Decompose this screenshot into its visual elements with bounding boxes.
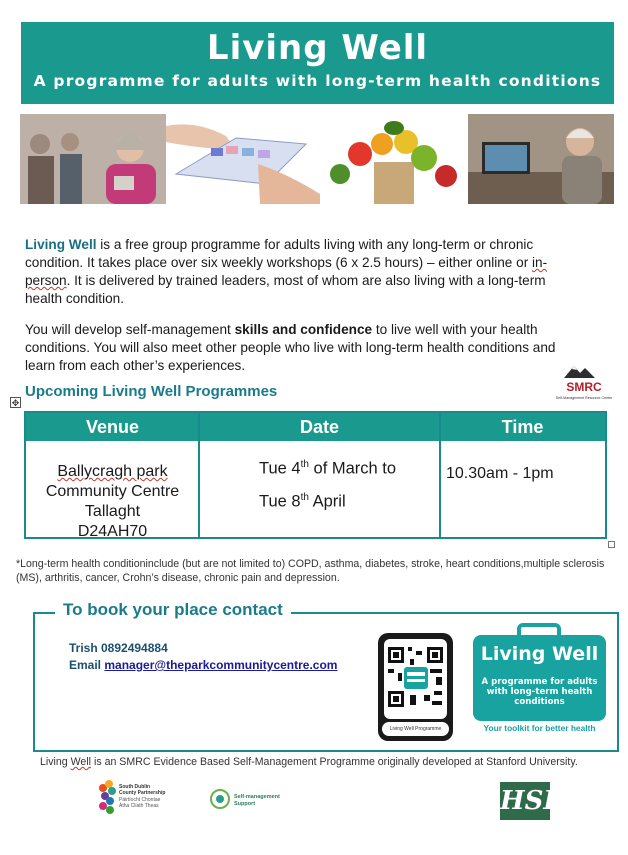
- skills-highlight: skills and confidence: [234, 322, 373, 337]
- qr-label: Living Well Programme: [382, 722, 449, 736]
- photo-group-session: [20, 114, 166, 204]
- venue-line-1: Ballycragh park: [57, 463, 168, 480]
- skills-text-a: You will develop self-management: [25, 322, 235, 337]
- intro-text-c: . It is delivered by trained leaders, most of whom are also living with a long-term health condition.: [25, 273, 546, 306]
- living-well-logo: [473, 623, 606, 735]
- contact-phone: Trish 0892494884: [69, 641, 168, 655]
- hse-logo: [500, 782, 564, 820]
- date-line-2: [259, 488, 346, 512]
- smrc-logo: [555, 364, 613, 402]
- hse-logo-mark: HSE: [500, 786, 564, 816]
- skills-text-c: to live well with your health conditions. You will also meet other people who live with long-term health conditions and learn from each other’s experiences.: [25, 322, 556, 373]
- intro-text-a: is a free group programme for adults living with any long-term or chronic condition. It takes place over six weekly workshops (6 x 2.5 hours) – either online or: [25, 237, 534, 270]
- sms-line-1: Self-management: [234, 794, 280, 800]
- skills-paragraph: [25, 321, 585, 375]
- contact-title: To book your place contact: [55, 600, 291, 620]
- time-cell: 10.30am - 1pm: [446, 465, 554, 482]
- credit-line: [40, 756, 578, 768]
- photo-fruit-veg: [320, 114, 468, 204]
- column-header-date: Date: [299, 417, 339, 437]
- programmes-heading: Upcoming Living Well Programmes: [25, 383, 278, 400]
- footnote: *Long-term health conditioninclude (but are not limited to) COPD, asthma, diabetes, stroke, heart conditions,multiple sclerosis (MS), arthritis, cancer, Crohn’s disease, chronic pain and depression.: [16, 558, 605, 584]
- contact-email-line: [69, 658, 337, 672]
- table-resize-handle[interactable]: [608, 541, 615, 548]
- table-divider: [439, 413, 441, 537]
- table-move-handle-icon[interactable]: ✥: [11, 398, 20, 408]
- contact-email-link[interactable]: manager@theparkcommunitycentre.com: [104, 658, 338, 672]
- venue-line-4: D24AH70: [77, 523, 148, 540]
- sdcp-logo: [97, 780, 187, 816]
- column-header-time: Time: [501, 417, 544, 437]
- intro-paragraph: [25, 236, 585, 308]
- date-2-rest: April: [308, 492, 346, 511]
- sdcp-line-1: South Dublin: [119, 784, 151, 790]
- credit-text-b: Well: [70, 756, 92, 768]
- intro-lead: Living Well: [25, 237, 97, 252]
- sdcp-line-3: Páirtíocht Chontae: [119, 797, 161, 803]
- logo-title: Living Well: [480, 643, 599, 665]
- logo-tagline: Your toolkit for better health: [483, 723, 596, 733]
- page-subtitle: A programme for adults with long-term health conditions: [33, 72, 602, 90]
- header-banner: [21, 22, 614, 104]
- date-1-day: Tue 4: [259, 459, 301, 478]
- column-header-venue: Venue: [85, 417, 140, 437]
- credit-text-c: is an SMRC Evidence Based Self-Management Programme originally developed at Stanford University.: [91, 756, 578, 768]
- date-1-suffix: th: [300, 459, 309, 470]
- sdcp-line-2: County Partnership: [119, 790, 166, 796]
- sdcp-line-4: Átha Cliath Theas: [119, 803, 159, 809]
- page-title: Living Well: [206, 28, 429, 68]
- venue-cell: [26, 462, 199, 542]
- photo-pill-box: [166, 114, 320, 204]
- date-line-1: [259, 455, 396, 479]
- credit-text-a: Living: [40, 756, 71, 768]
- date-1-rest: of March to: [308, 459, 397, 478]
- self-management-support-logo: [210, 788, 290, 810]
- date-2-day: Tue 8: [259, 492, 301, 511]
- sms-line-2: Support: [234, 801, 256, 807]
- date-2-suffix: th: [300, 492, 309, 503]
- programmes-table: [24, 411, 607, 539]
- photo-online-call: [468, 114, 614, 204]
- venue-line-2: Community Centre: [45, 483, 180, 500]
- smrc-full: Self-Management Resource Center: [555, 396, 613, 400]
- logo-subtitle: A programme for adults with long-term health conditions: [481, 677, 598, 707]
- venue-line-3: Tallaght: [84, 503, 141, 520]
- intro-text-b: in-person: [25, 255, 548, 288]
- qr-code[interactable]: [378, 633, 453, 741]
- qr-code-image: [384, 639, 447, 719]
- smrc-name: SMRC: [566, 380, 602, 394]
- contact-email-label: Email: [69, 658, 105, 672]
